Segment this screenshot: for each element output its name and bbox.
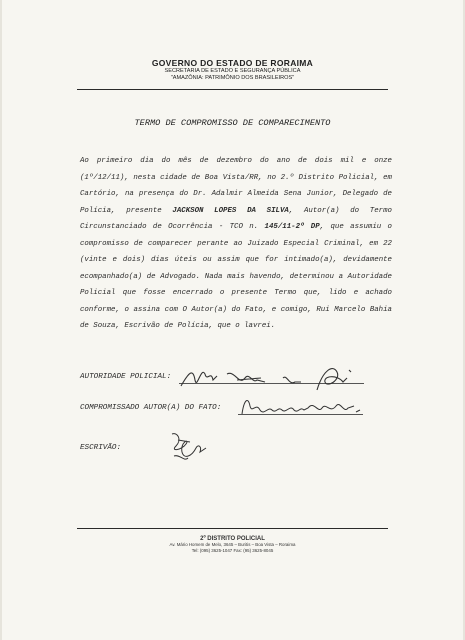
body-text-part1: Ao primeiro dia do mês de dezembro do ano de dois mil e onze (1º/12/11), nesta cidade de Boa Vista/RR, no 2.º Distrito Policial, em Cartório, na presença do Dr. Adalmir Almeida Sena Junior, Delegado de Polícia, presente [80, 157, 392, 215]
author-signature [238, 392, 368, 418]
authority-signature [177, 360, 372, 396]
clerk-signature [162, 428, 212, 468]
author-signature-label: COMPROMISSADO AUTOR(A) DO FATO: [80, 404, 222, 412]
header-subtitle-secretariat: SECRETARIA DE ESTADO E SEGURANÇA PÚBLICA [164, 68, 301, 74]
footer-title: 2º DISTRITO POLICIAL [200, 536, 265, 542]
tco-number: 145/11-2º DP [264, 223, 320, 231]
footer-address: Av. Mário Homem de Melo, 3645 – Buritis – Boa Vista – Roraima [169, 542, 296, 547]
author-name: JACKSON LOPES DA SILVA [172, 206, 289, 215]
body-text-part2: , Autor(a) do Termo Circunstanciado de Ocorrência - TCO n. [80, 206, 392, 231]
authority-signature-label: AUTORIDADE POLICIAL: [80, 373, 172, 381]
clerk-signature-label: ESCRIVÃO: [80, 444, 122, 452]
document-body [80, 153, 392, 335]
footer [2, 536, 463, 554]
document-title: TERMO DE COMPROMISSO DE COMPARECIMENTO [134, 118, 331, 128]
letterhead [2, 58, 463, 81]
body-text-part3: , que assumiu o compromisso de comparecer perante ao Juizado Especial Criminal, em 22 (vinte e dois) dias úteis ou assim que for intimado(a), devidamente ecompanhado(a) de Advogado. Nada mais havendo, determinou a Autoridade Policial que fosse encerrado o presente Termo que, lido e achado conforme, o assina com O Autor(a) do Fato, e comigo, Rui Marcelo Bahia de Souza, Escrivão de Polícia, que o lavrei. [80, 223, 392, 330]
footer-phone: Tel: (095) 3625-1047 Fax: (95) 3625-8045 [191, 548, 274, 553]
header-divider [77, 89, 388, 90]
footer-divider [77, 528, 388, 529]
header-subtitle-motto: "AMAZÔNIA: PATRIMÔNIO DOS BRASILEIROS" [170, 74, 295, 81]
header-title: GOVERNO DO ESTADO DE RORAIMA [151, 58, 314, 68]
